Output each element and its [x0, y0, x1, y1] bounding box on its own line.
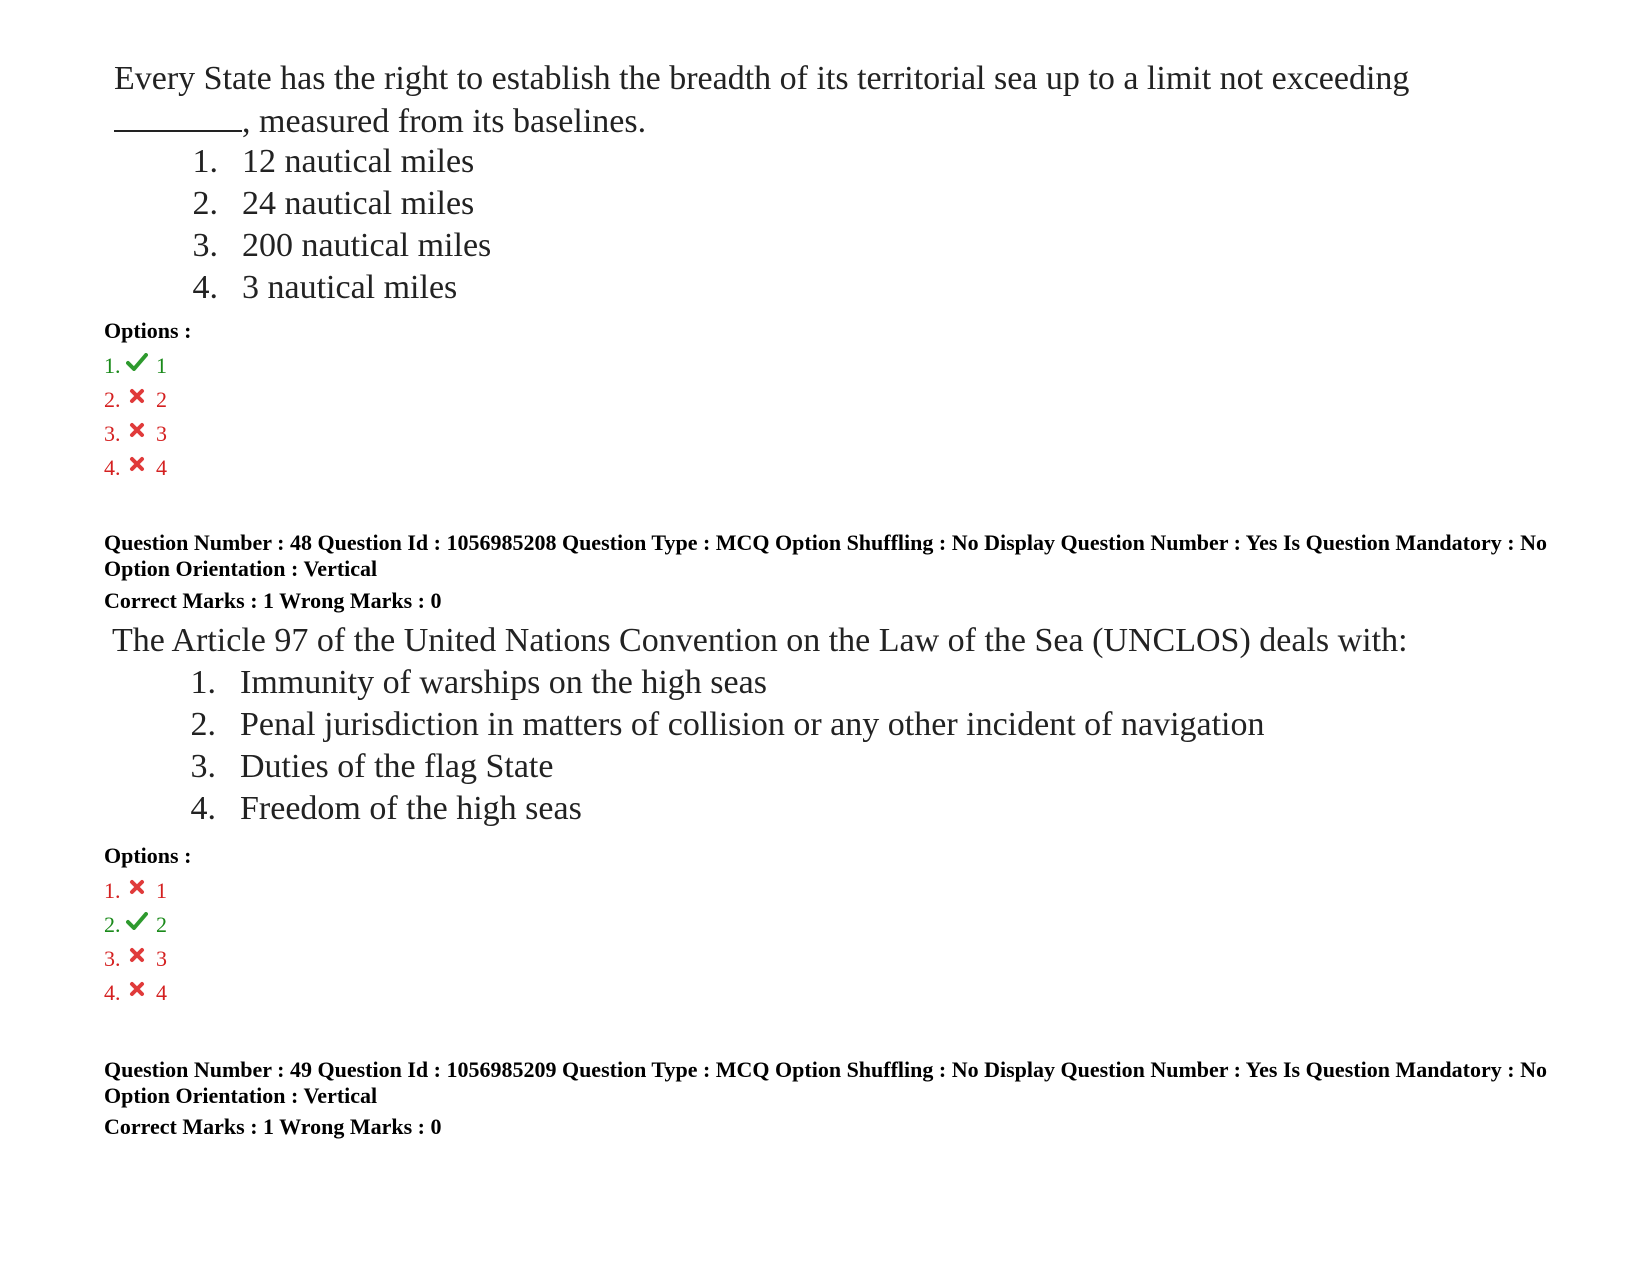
choice-text: Penal jurisdiction in matters of collision or any other incident of navigation — [240, 706, 1265, 743]
option-number: 1. — [104, 353, 121, 378]
option-item — [104, 349, 167, 383]
choice-text: 24 nautical miles — [242, 185, 475, 222]
options-label: Options : — [104, 843, 192, 868]
choice-number: 1. — [192, 143, 218, 180]
options-list — [104, 349, 167, 485]
options-list — [104, 874, 167, 1010]
answer-choice — [164, 225, 1409, 267]
check-icon — [126, 351, 148, 373]
option-item — [104, 451, 167, 485]
option-number: 4. — [104, 980, 121, 1005]
question-stem-line-1: Every State has the right to establish the breadth of its territorial sea up to a limit not exceeding — [114, 60, 1410, 97]
options-label: Options : — [104, 318, 192, 343]
option-value: 2 — [156, 387, 167, 412]
option-value: 3 — [156, 946, 167, 971]
option-value: 1 — [156, 353, 167, 378]
cross-icon — [126, 944, 148, 966]
answer-choice — [162, 662, 1408, 704]
option-number: 2. — [104, 387, 121, 412]
answer-choices-list — [164, 141, 1409, 309]
option-value: 3 — [156, 421, 167, 446]
choice-text: Duties of the flag State — [240, 748, 554, 785]
question-48-body — [112, 620, 1408, 830]
check-icon — [126, 910, 148, 932]
option-value: 2 — [156, 912, 167, 937]
answer-choice — [162, 704, 1408, 746]
question-48-marks: Correct Marks : 1 Wrong Marks : 0 — [104, 588, 442, 613]
choice-text: 200 nautical miles — [242, 227, 492, 264]
option-value: 4 — [156, 980, 167, 1005]
answer-choice — [162, 788, 1408, 830]
option-item — [104, 417, 167, 451]
answer-choice — [164, 183, 1409, 225]
choice-number: 3. — [190, 748, 216, 785]
choice-text: Immunity of warships on the high seas — [240, 664, 767, 701]
choice-number: 1. — [190, 664, 216, 701]
question-49-marks: Correct Marks : 1 Wrong Marks : 0 — [104, 1114, 442, 1139]
option-item — [104, 383, 167, 417]
option-number: 4. — [104, 455, 121, 480]
answer-choice — [164, 141, 1409, 183]
option-number: 3. — [104, 421, 121, 446]
option-item — [104, 976, 167, 1010]
option-number: 2. — [104, 912, 121, 937]
fill-in-blank — [114, 100, 242, 132]
option-item — [104, 874, 167, 908]
answer-choice — [162, 746, 1408, 788]
answer-choice — [164, 267, 1409, 309]
choice-number: 4. — [192, 269, 218, 306]
cross-icon — [126, 419, 148, 441]
cross-icon — [126, 453, 148, 475]
cross-icon — [126, 978, 148, 1000]
choice-text: 3 nautical miles — [242, 269, 458, 306]
option-value: 4 — [156, 455, 167, 480]
question-47-body — [114, 58, 1409, 309]
question-49-meta: Question Number : 49 Question Id : 1056985209 Question Type : MCQ Option Shuffling : No Display Question Number : Yes Is Question Mandatory : No Option Orientation : Vertical — [104, 1057, 1547, 1108]
choice-text: Freedom of the high seas — [240, 790, 582, 827]
option-item — [104, 942, 167, 976]
choice-number: 3. — [192, 227, 218, 264]
question-48-meta: Question Number : 48 Question Id : 1056985208 Question Type : MCQ Option Shuffling : No Display Question Number : Yes Is Question Mandatory : No Option Orientation : Vertical — [104, 530, 1547, 581]
option-value: 1 — [156, 878, 167, 903]
cross-icon — [126, 876, 148, 898]
choice-number: 2. — [192, 185, 218, 222]
choice-text: 12 nautical miles — [242, 143, 475, 180]
option-number: 1. — [104, 878, 121, 903]
choice-number: 2. — [190, 706, 216, 743]
cross-icon — [126, 385, 148, 407]
question-stem: The Article 97 of the United Nations Convention on the Law of the Sea (UNCLOS) deals with: — [112, 622, 1408, 659]
answer-choices-list — [162, 662, 1408, 830]
question-stem-suffix: , measured from its baselines. — [242, 103, 647, 140]
choice-number: 4. — [190, 790, 216, 827]
question-stem-line-2 — [114, 100, 1409, 143]
option-number: 3. — [104, 946, 121, 971]
option-item — [104, 908, 167, 942]
